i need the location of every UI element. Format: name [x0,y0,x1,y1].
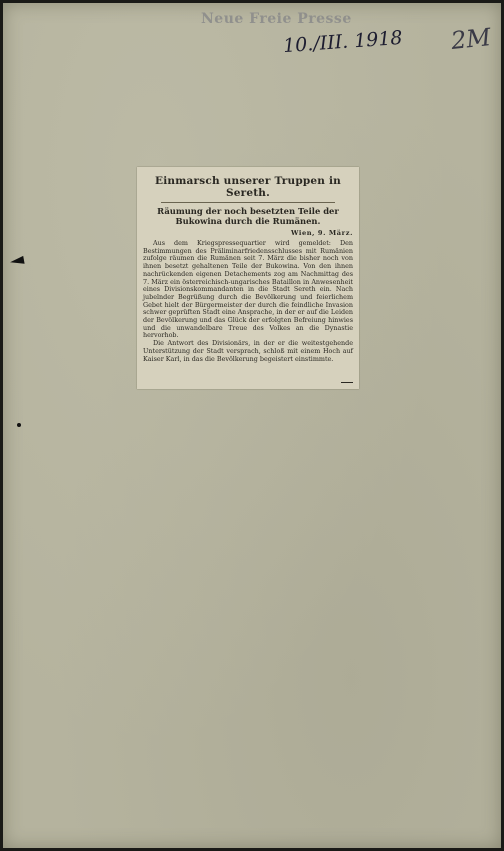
article-subheadline: Räumung der noch besetzten Teile der Bukowina durch die Rumänen. [157,206,339,226]
headline-divider [161,202,335,203]
margin-dot-icon [17,423,21,427]
article-dateline: Wien, 9. März. [290,229,353,237]
newspaper-clipping [137,167,359,389]
article-paragraph: Aus dem Kriegspressequartier wird gemeldet: Den Bestimmungen des Präliminarfriedensschlusses mit Rumänien zufolge räumen die Rumänen seit 7. März die bisher noch von ihnen besetzt gehaltenen Teile der Bukowina. Von den ihnen nachrückenden eigenen Detachements zog am Nachmittag des 7. März ein österreichisch-ungarisches Bataillon in Anwesenheit eines Divisionskommandanten in die Stadt Sereth ein. Nach jubelnder Begrüßung durch die Bevölkerung und feierlichem Gebet hielt der Bürgermeister der durch die feindliche Invasion schwer geprüften Stadt eine Ansprache, in der er auf die Leiden der Bevölkerung und das Glück der erfolgten Befreiung hinwies und die unwandelbare Treue des Volkes an die Dynastie hervorhob. [143,239,353,340]
archive-sheet [3,3,501,848]
margin-arrow-icon [9,256,24,266]
corner-annotation: 2M [449,22,493,56]
end-rule [341,382,353,383]
handwritten-date: 10./III. 1918 [282,26,404,58]
article-body [143,240,353,363]
article-paragraph: Die Antwort des Divisionärs, in der er die weitestgehende Unterstützung der Stadt versprach, schloß mit einem Hoch auf Kaiser Karl, in das die Bevölkerung begeistert einstimmte. [143,339,353,363]
newspaper-stamp: Neue Freie Presse [201,11,352,27]
article-headline: Einmarsch unserer Truppen in Sereth. [154,175,342,199]
